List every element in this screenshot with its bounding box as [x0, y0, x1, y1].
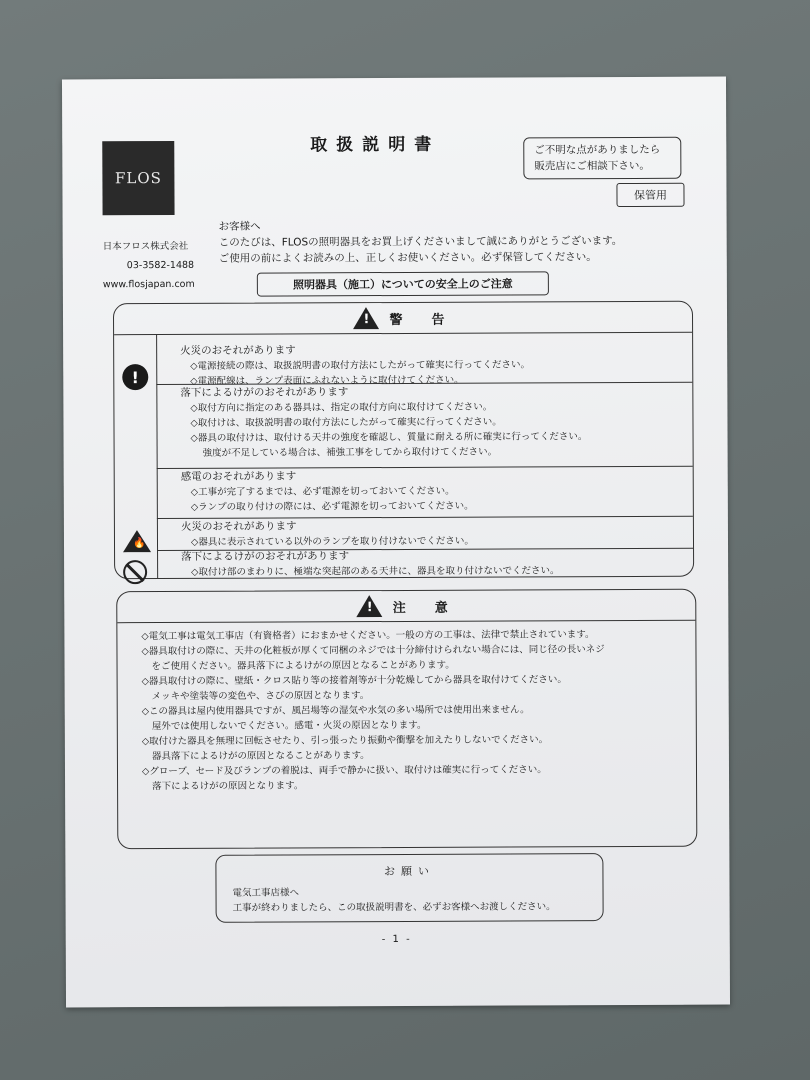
contact-note-line: 販売店にご相談下さい。: [534, 159, 650, 173]
logo-text: FLOS: [114, 169, 162, 188]
warning-header: [114, 302, 692, 336]
instruction-sheet: [62, 77, 730, 1008]
warning-section: [157, 518, 693, 551]
caution-triangle-icon: !: [357, 595, 383, 617]
warning-section: [157, 548, 693, 578]
warning-line: 強度が不足している場合は、補強工事をしてから取付けてください。: [202, 446, 498, 459]
document-title: 取扱説明書: [310, 134, 441, 156]
request-line: 工事が終わりましたら、この取扱説明書を、必ずお客様へお渡しください。: [232, 901, 556, 914]
contact-note-line: ご不明な点がありましたら: [534, 143, 661, 157]
prohibited-icon: [123, 560, 147, 584]
caution-header: [117, 590, 695, 624]
request-body: [216, 878, 602, 916]
caution-line: 器具落下によるけがの原因となることがあります。: [151, 750, 370, 763]
request-heading: お願い: [383, 864, 435, 879]
request-box: [215, 853, 603, 923]
caution-box: [116, 589, 697, 850]
warning-line: ◇ランプの取り付けの際には、必ず電源を切っておいてください。: [190, 500, 474, 513]
warning-line: ◇器具に表示されている以外のランプを取り付けないでください。: [190, 535, 474, 548]
caution-line: ◇器具取付けの際に、壁紙・クロス貼り等の接着剤等が十分乾燥してから器具を取付けてください。: [141, 674, 567, 688]
warning-line: ◇取付け部のまわりに、極端な突起部のある天井に、器具を取り付けないでください。: [191, 565, 560, 578]
greeting-line: ご使用の前によくお読みの上、正しくお使いください。必ず保管してください。: [218, 251, 597, 265]
company-phone: 03-3582-1488: [126, 259, 195, 272]
warning-section-heading: 落下によるけがのおそれがあります: [180, 386, 349, 399]
warning-section-heading: 落下によるけがのおそれがあります: [181, 550, 350, 563]
company-name: 日本フロス株式会社: [102, 240, 189, 253]
greeting-line: お客様へ: [218, 220, 261, 233]
greeting-line: このたびは、FLOSの照明器具をお買上げくださいまして誠にありがとうございます。: [218, 235, 623, 249]
warning-section: [157, 468, 693, 519]
greeting: [219, 217, 623, 267]
warning-section: [156, 384, 692, 469]
company-info: [103, 237, 195, 294]
warning-section-heading: 感電のおそれがあります: [180, 470, 297, 483]
keep-label: 保管用: [616, 183, 684, 207]
exclamation-icon: !: [122, 364, 148, 390]
warning-section-heading: 火災のおそれがあります: [180, 520, 297, 533]
caution-line: ◇取付けた器具を無理に回転させたり、引っ張ったり振動や衝撃を加えたりしないでください。: [141, 734, 549, 748]
warning-line: ◇器具の取付けは、取付ける天井の強度を確認し、質量に耐える所に確実に行ってください。: [190, 431, 588, 444]
caution-line: をご使用ください。器具落下によるけがの原因となることがあります。: [151, 659, 455, 673]
warning-heading: 警 告: [389, 312, 453, 328]
warning-triangle-icon: !: [353, 307, 379, 329]
caution-line: ◇この器具は屋内使用器具ですが、風呂場等の湿気や水気の多い場所では使用出来ません。: [141, 704, 530, 718]
warning-line: ◇工事が完了するまでは、必ず電源を切っておいてください。: [190, 485, 455, 498]
warning-box: [113, 301, 694, 580]
contact-note: [523, 137, 681, 180]
request-line: 電気工事店様へ: [232, 887, 300, 899]
caution-heading: 注 意: [392, 600, 456, 616]
caution-line: 落下によるけがの原因となります。: [152, 780, 304, 793]
caution-line: メッキや塗装等の変色や、さびの原因となります。: [151, 690, 370, 703]
company-web: www.flosjapan.com: [102, 278, 195, 291]
caution-line: 屋外では使用しないでください。感電・火災の原因となります。: [151, 719, 427, 733]
flos-logo: [102, 141, 174, 215]
warning-line: ◇電源接続の際は、取扱説明書の取付方法にしたがって確実に行ってください。: [190, 359, 531, 372]
caution-line: ◇グローブ、セード及びランプの着脱は、両手で静かに扱い、取付けは確実に行ってください。: [141, 764, 547, 778]
warning-line: ◇取付けは、取扱説明書の取付方法にしたがって確実に行ってください。: [190, 416, 502, 429]
warning-section-heading: 火災のおそれがあります: [180, 344, 296, 357]
warning-line: ◇電源配線は、ランプ表面にふれないように取付けてください。: [190, 374, 464, 387]
caution-line: ◇電気工事は電気工事店（有資格者）におまかせください。一般の方の工事は、法律で禁止されています。: [141, 629, 595, 643]
warning-icon-column: [114, 334, 158, 578]
warning-line: ◇取付方向に指定のある器具は、指定の取付方向に取付けてください。: [190, 401, 493, 414]
fire-hazard-icon: 🔥: [123, 530, 151, 552]
safety-title: 照明器具（施工）についての安全上のご注意: [257, 271, 549, 296]
warning-section: [156, 342, 692, 385]
caution-body: [117, 621, 696, 795]
caution-line: ◇器具取付けの際に、天井の化粧板が厚くて同梱のネジでは十分締付けられない場合には、同じ径の長いネジ: [141, 644, 605, 658]
page-number: - 1 -: [381, 933, 412, 946]
